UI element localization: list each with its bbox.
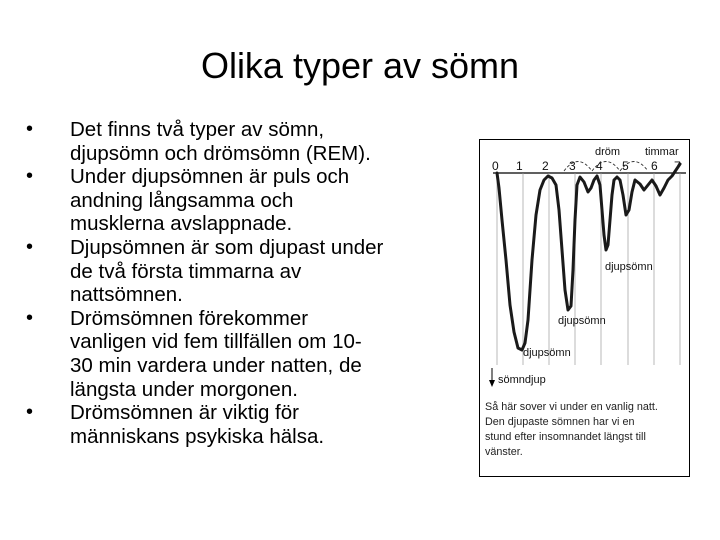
bullet-dot-icon: • bbox=[26, 165, 34, 188]
bullet-item bbox=[26, 118, 458, 165]
bullet-dot-icon: • bbox=[26, 306, 34, 329]
hour-tick-label: 3 bbox=[569, 159, 576, 173]
hours-axis-label: timmar bbox=[645, 146, 679, 158]
caption-line: Så här sover vi under en vanlig natt. bbox=[485, 401, 658, 413]
hour-tick-label: 0 bbox=[492, 159, 499, 173]
depth-axis-label: sömndjup bbox=[498, 374, 546, 386]
hour-tick-label: 6 bbox=[651, 159, 658, 173]
deep-sleep-labels bbox=[523, 261, 653, 359]
bullet-line: 30 min vardera under natten, de bbox=[70, 353, 362, 377]
bullet-line: Under djupsömnen är puls och bbox=[70, 165, 350, 189]
caption-line: vänster. bbox=[485, 446, 523, 458]
hour-tick-label: 2 bbox=[542, 159, 549, 173]
deep-sleep-label: djupsömn bbox=[605, 261, 653, 273]
bullet-line: andning långsamma och bbox=[70, 188, 294, 212]
bullet-item bbox=[26, 307, 458, 401]
deep-sleep-label: djupsömn bbox=[523, 347, 571, 359]
bullet-item bbox=[26, 165, 458, 236]
hour-tick-label: 1 bbox=[516, 159, 523, 173]
caption-line: Den djupaste sömnen har vi en bbox=[485, 416, 635, 428]
slide-title: Olika typer av sömn bbox=[200, 45, 520, 86]
bullet-line: människans psykiska hälsa. bbox=[70, 424, 325, 448]
bullet-line: Djupsömnen är som djupast under bbox=[70, 235, 384, 259]
bullet-dot-icon: • bbox=[26, 118, 34, 140]
figure-caption bbox=[485, 400, 690, 460]
deep-sleep-label: djupsömn bbox=[558, 315, 606, 327]
dream-arcs bbox=[564, 162, 648, 172]
bullet-item bbox=[26, 401, 458, 448]
arrow-down-icon bbox=[489, 380, 495, 387]
bullet-line: Det finns två typer av sömn, bbox=[70, 118, 325, 141]
hour-tick-label: 4 bbox=[596, 159, 603, 173]
bullet-list bbox=[26, 118, 458, 448]
bullet-line: djupsömn och drömsömn (REM). bbox=[70, 141, 371, 165]
bullet-line: Drömsömnen förekommer bbox=[70, 306, 309, 330]
bullet-item bbox=[26, 236, 458, 307]
bullet-line: längsta under morgonen. bbox=[70, 377, 298, 401]
bullet-line: Drömsömnen är viktig för bbox=[70, 401, 299, 425]
bullet-dot-icon: • bbox=[26, 401, 34, 424]
dream-label: dröm bbox=[595, 146, 621, 158]
bullet-dot-icon: • bbox=[26, 235, 34, 258]
hour-tick-label: 5 bbox=[622, 159, 629, 173]
sleep-diagram bbox=[479, 139, 690, 477]
bullet-line: nattsömnen. bbox=[70, 283, 183, 307]
hour-tick-label: 7 bbox=[674, 159, 681, 173]
hour-tick-labels bbox=[492, 159, 681, 173]
bullet-line: vanligen vid fem tillfällen om 10- bbox=[70, 330, 362, 354]
bullet-line: de två första timmarna av bbox=[70, 259, 302, 283]
caption-line: stund efter insomnandet längst till bbox=[485, 431, 646, 443]
bullet-line: musklerna avslappnade. bbox=[70, 212, 293, 236]
